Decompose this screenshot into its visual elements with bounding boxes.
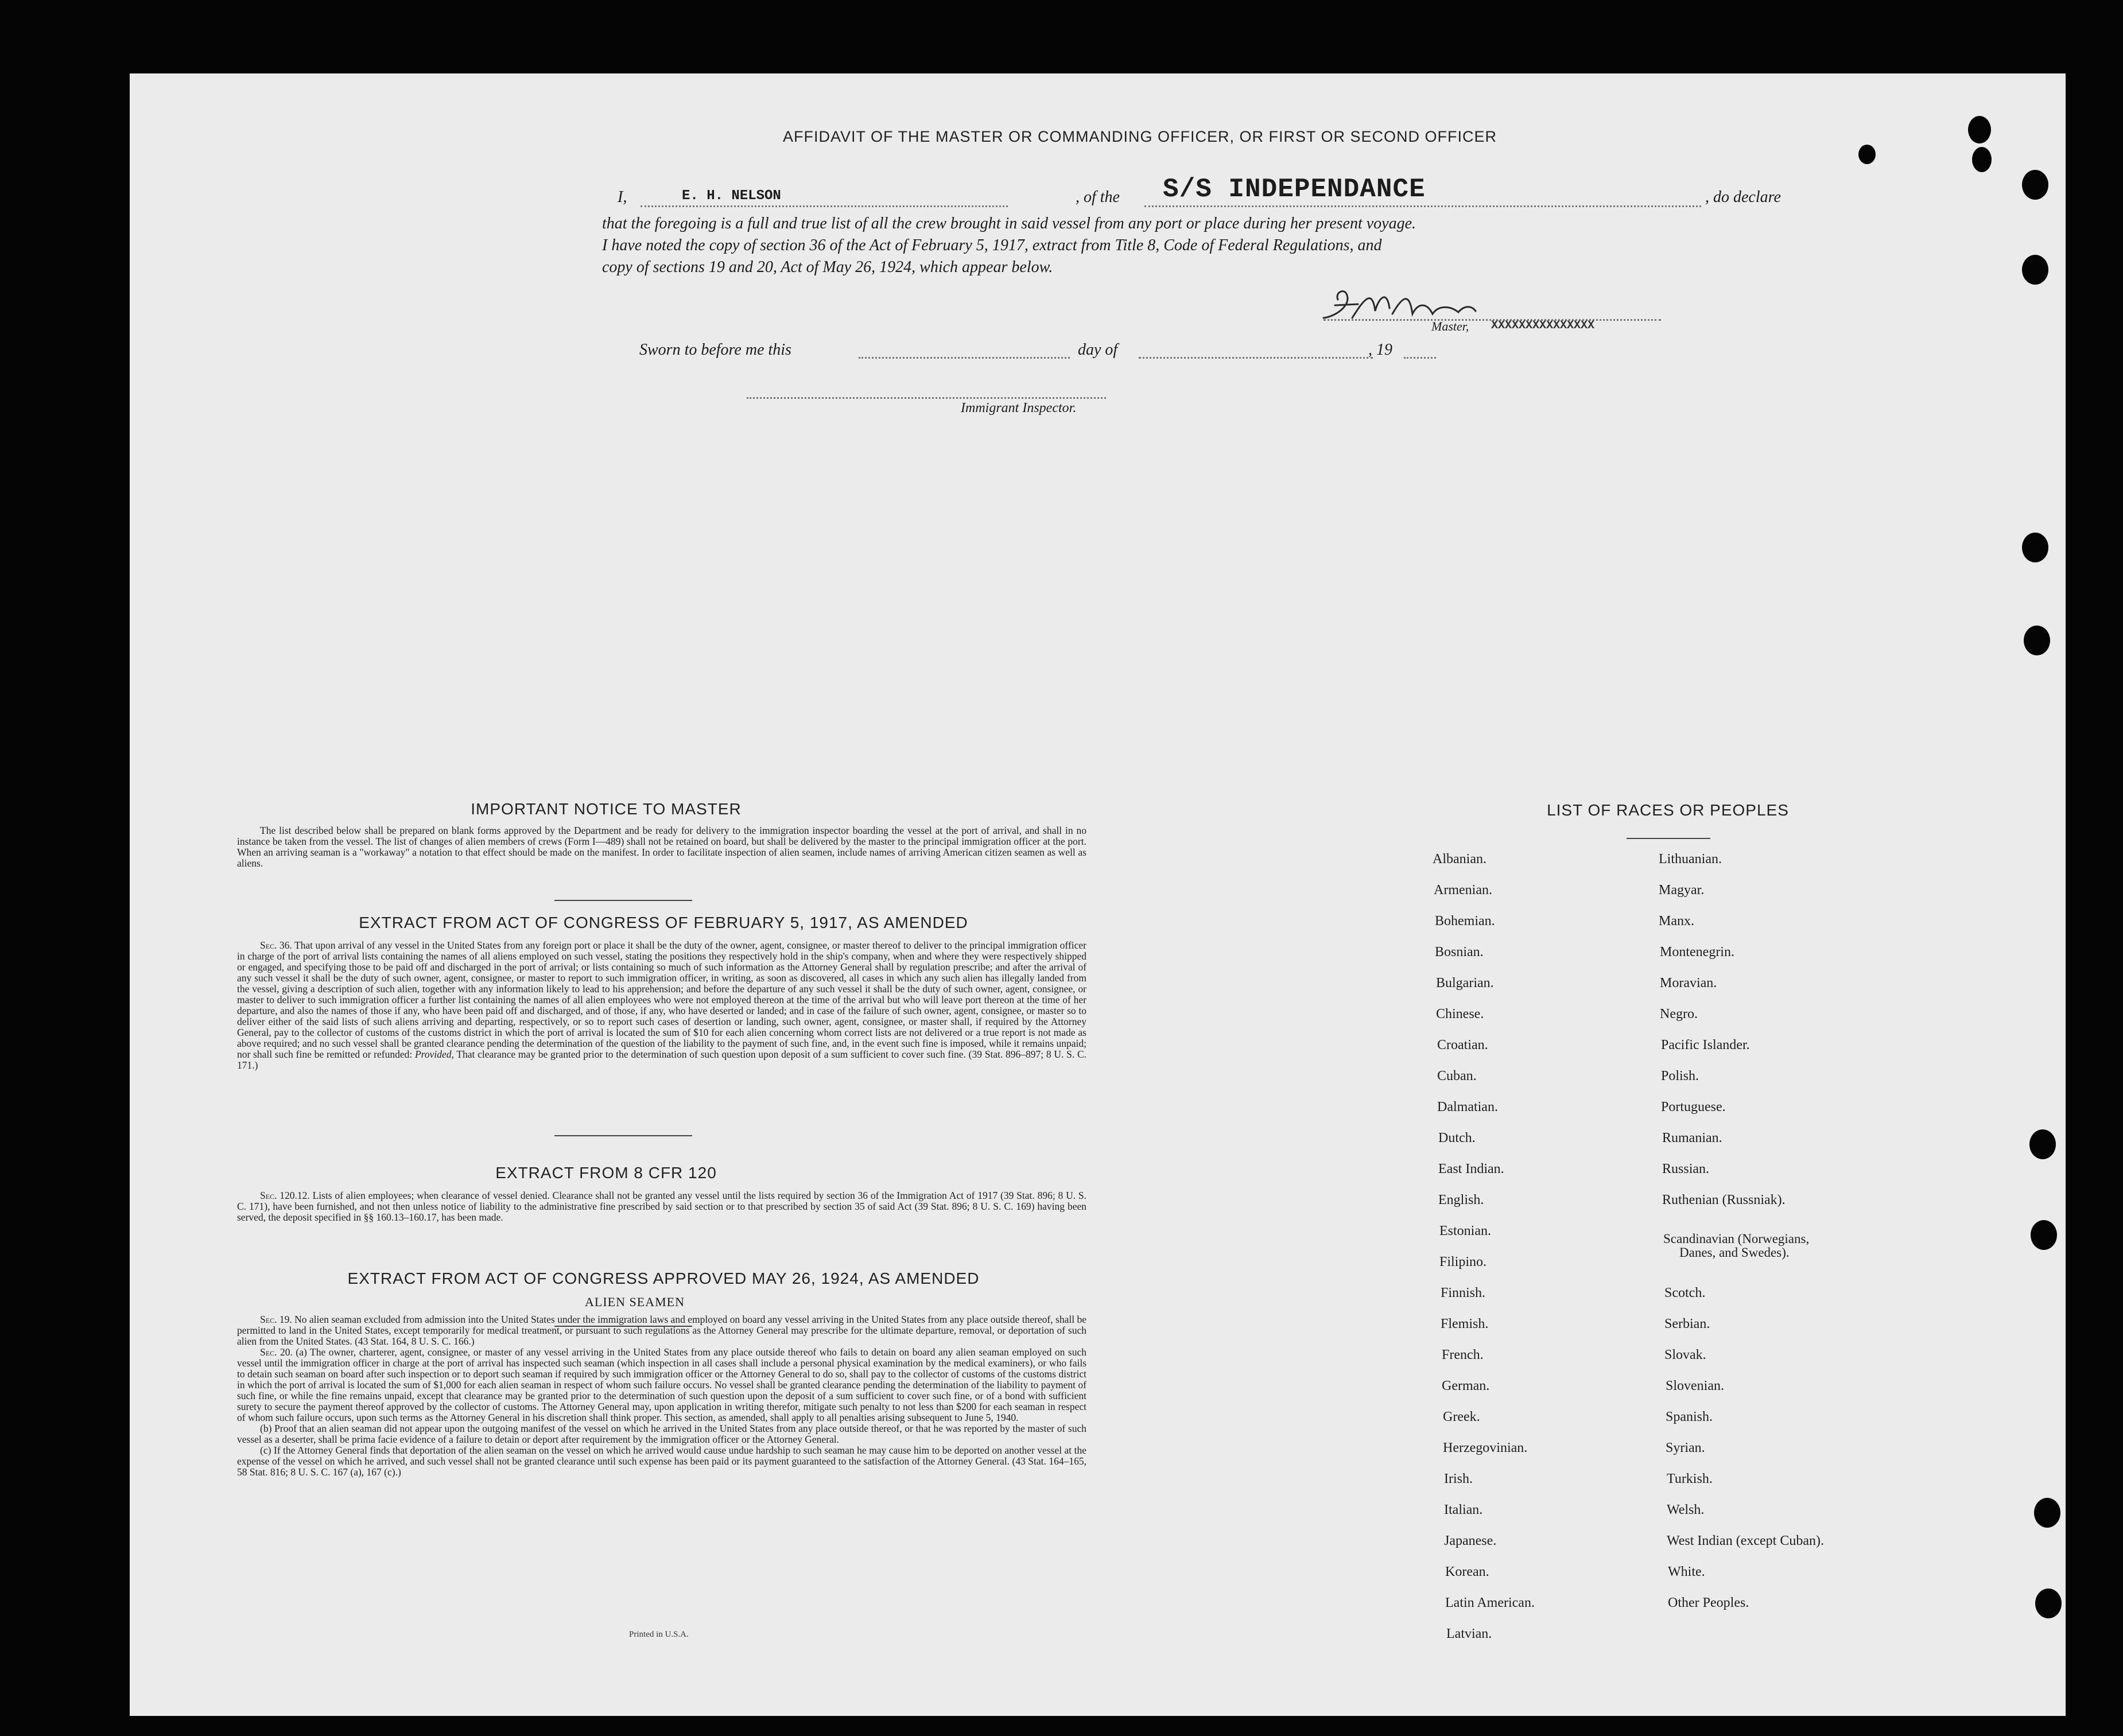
race-item: Russian. [1662,1162,1710,1176]
race-item: Albanian. [1433,852,1487,867]
race-item: Polish. [1661,1069,1699,1083]
inspector-label: Immigrant Inspector. [961,401,1077,415]
race-item: Turkish. [1667,1471,1713,1486]
race-item: Cuban. [1437,1069,1477,1083]
race-item: Danes, and Swedes). [1679,1245,1790,1260]
races-title-rule [1627,838,1710,839]
race-item: Japanese. [1444,1533,1497,1548]
punch-hole [1972,147,1992,172]
extract-cfr-text: Sec. 120.12. Lists of alien employees; when clearance of vessel denied. Clearance shall not be granted any vessel until the lists required by section 36 of the Immigration Act of 1917 (39 Stat. 896; 8 U. S. C. 171), have been furnished, and not then unless notice of liability to the administrative fine prescribed by said section or to that prescribed by section 35 of said Act (39 Stat. 896; 8 U. S. C. 169) having been served, the deposit specified in §§ 160.13–160.17, has been made. [237,1190,1086,1223]
of-the-label: , of the [1076,188,1120,206]
punch-hole [1968,116,1991,143]
sworn-day-dotted-line [859,357,1070,359]
punch-hole [2034,1498,2060,1528]
officer-name: E. H. NELSON [682,188,781,204]
printed-in-usa: Printed in U.S.A. [629,1630,689,1639]
race-item: Ruthenian (Russniak). [1662,1193,1786,1207]
race-item: Spanish. [1666,1409,1713,1424]
race-item: Manx. [1659,914,1694,929]
punch-hole [2024,626,2050,655]
race-item: Magyar. [1659,883,1705,898]
sworn-label: Sworn to before me this [639,341,791,359]
notice-title: IMPORTANT NOTICE TO MASTER [471,800,742,818]
section-divider [554,1135,692,1136]
inspector-dotted-line [747,397,1106,399]
race-item: Greek. [1443,1409,1480,1424]
race-item: Filipino. [1439,1255,1487,1269]
race-item: Portuguese. [1661,1100,1726,1114]
name-dotted-line [641,205,1008,207]
extract-1924-text: Sec. 19. No alien seaman excluded from admission into the United States under the immigration laws and employed on board any vessel arriving in the United States from any place outside thereof, shall be permitted to land in the United States, except temporarily for medical treatment, or pursuant to such regulations as the Attorney General may prescribe for the ultimate departure, removal, or deportation of such alien from the United States. (43 Stat. 164, 8 U. S. C. 166.) Sec. 20. (a) The owner, charterer, agent, consignee, or master of any vessel arriving in the United States from any place outside thereof who fails to detain on board any alien seaman employed on such vessel until the immigration officer in charge at the port of arrival has inspected such seaman (which inspection in all cases shall include a personal physical examination by the medical examiners), or who fails to detain such seaman on board after such inspection or to deport such seaman if required by such immigration officer or the Attorney General to do so, shall pay to the collector of customs of the customs district in which the port of arrival is located the sum of $1,000 for each alien seaman in respect of whom such failure occurs. No vessel shall be granted clearance pending the determination of the liability to payment of such fine, or while the fine remains unpaid, except that clearance may be granted prior to the determination of such question upon the deposit of a sum sufficient to cover such fine, or of a bond with sufficient surety to secure the payment thereof approved by the collector of customs. The Attorney General may, upon application in writing therefor, mitigate such penalty to not less than $200 for each seaman in respect of whom such failure occurs, upon such terms as the Attorney General in his discretion shall think proper. This section, as amended, shall apply to all penalties arising subsequent to June 5, 1940. (b) Proof that an alien seaman did not appear upon the outgoing manifest of the vessel on which he arrived in the United States from any place outside thereof, or that he was reported by the master of such vessel as a deserter, shall be prima facie evidence of a failure to detain or deport after requirement by the immigration officer or the Attorney General. (c) If the Attorney General finds that deportation of the alien seaman on the vessel on which he arrived would cause undue hardship to such seaman he may cause him to be deported on another vessel at the expense of the vessel on which he arrived, and such vessel shall not be granted clearance until such expense has been paid or its payment guaranteed to the satisfaction of the Attorney General. (43 Stat. 164–165, 58 Stat. 816; 8 U. S. C. 167 (a), 167 (c).) [237,1314,1086,1478]
race-item: Rumanian. [1662,1131,1722,1145]
document-page [130,73,2066,1716]
races-title: LIST OF RACES OR PEOPLES [1547,801,1789,819]
race-item: Syrian. [1666,1440,1705,1455]
month-dotted-line [1139,357,1373,359]
notice-text: The list described below shall be prepared on blank forms approved by the Department and be ready for delivery to the immigration inspector boarding the vessel at the port of arrival, and shall in no instance be taken from the vessel. The list of changes of alien members of crews (Form I—489) shall not be retained on board, but shall be delivered by the master to the principal immigration officer at the port. When an arriving seaman is a "workaway" a notation to that effect should be made on the manifest. In order to facilitate inspection of alien seamen, include names of arriving American citizen seamen as well as aliens. [237,825,1086,869]
affidavit-line-1: that the foregoing is a full and true list of all the crew brought in said vessel from any port or place during her present voyage. [602,215,1416,232]
race-item: Slovenian. [1666,1378,1724,1393]
race-item: Bohemian. [1435,914,1495,929]
race-item: Croatian. [1437,1038,1488,1053]
race-item: Pacific Islander. [1661,1038,1750,1053]
race-item: Latvian. [1446,1626,1492,1641]
race-item: Other Peoples. [1668,1595,1749,1610]
race-item: Dutch. [1438,1131,1476,1145]
race-item: Montenegrin. [1660,945,1734,960]
race-item: Latin American. [1445,1595,1535,1610]
vessel-dotted-line [1144,205,1701,207]
vessel-name: S/S INDEPENDANCE [1163,174,1426,204]
race-item: Estonian. [1439,1224,1491,1238]
punch-hole [2022,170,2048,200]
race-item: German. [1442,1378,1490,1393]
extract-1924-title: EXTRACT FROM ACT OF CONGRESS APPROVED MAY 26, 1924, AS AMENDED [347,1269,980,1287]
year-label: , 19 [1368,341,1392,359]
race-item: Scotch. [1664,1286,1706,1300]
race-item: Scandinavian (Norwegians, [1663,1232,1810,1246]
extract-1917-title: EXTRACT FROM ACT OF CONGRESS OF FEBRUARY 5, 1917, AS AMENDED [359,914,968,931]
race-item: Lithuanian. [1659,852,1722,867]
declare-label: , do declare [1705,188,1781,206]
race-item: Irish. [1444,1471,1473,1486]
race-item: East Indian. [1438,1162,1504,1176]
race-item: French. [1442,1347,1484,1362]
punch-hole [2022,255,2048,285]
punch-hole [2022,533,2048,562]
punch-hole [2035,1589,2062,1618]
race-item: Herzegovinian. [1443,1440,1528,1455]
affidavit-line-2: I have noted the copy of section 36 of the Act of February 5, 1917, extract from Title 8, Code of Federal Regulations, and [602,236,1382,254]
race-item: West Indian (except Cuban). [1667,1533,1824,1548]
affidavit-line-3: copy of sections 19 and 20, Act of May 26, 1924, which appear below. [602,258,1053,276]
race-item: Negro. [1660,1007,1698,1022]
year-dotted-line [1404,357,1436,359]
race-item: Welsh. [1667,1502,1705,1517]
punch-hole [2029,1129,2056,1159]
race-item: Bulgarian. [1436,976,1494,991]
punch-hole [1858,145,1876,164]
race-item: Armenian. [1434,883,1492,898]
master-label: Master, [1431,319,1469,333]
race-item: Slovak. [1664,1347,1706,1362]
race-item: English. [1438,1193,1484,1207]
race-item: Serbian. [1664,1316,1710,1331]
race-item: Dalmatian. [1437,1100,1498,1114]
race-item: Finnish. [1441,1286,1486,1300]
extract-cfr-title: EXTRACT FROM 8 CFR 120 [495,1164,717,1182]
race-item: Korean. [1445,1564,1489,1579]
section-divider [554,900,692,901]
race-item: Bosnian. [1435,945,1484,960]
race-item: Flemish. [1441,1316,1489,1331]
race-item: Moravian. [1660,976,1717,991]
alien-seamen-subtitle: ALIEN SEAMEN [585,1295,685,1309]
day-of-label: day of [1078,341,1118,359]
struck-through-title: XXXXXXXXXXXXXXX [1491,319,1595,332]
punch-hole [2031,1220,2057,1250]
race-item: Chinese. [1436,1007,1484,1022]
race-item: White. [1668,1564,1705,1579]
affidavit-title: AFFIDAVIT OF THE MASTER OR COMMANDING OFFICER, OR FIRST OR SECOND OFFICER [782,128,1497,145]
race-item: Italian. [1444,1502,1483,1517]
i-label: I, [618,188,627,206]
extract-1917-text: Sec. 36. That upon arrival of any vessel in the United States from any foreign port or place it shall be the duty of the owner, agent, consignee, or master thereof to deliver to the principal immigration officer in charge of the port of arrival lists containing the names of all aliens employed on such vessel, stating the positions they respectively hold in the ship's company, when and where they were respectively shipped or engaged, and specifying those to be paid off and discharged in the port of arrival; or lists containing so much of such information as the Attorney General shall by regulation prescribe; and after the arrival of any such vessel it shall be the duty of such owner, agent, consignee, or master to report to such immigration officer, in writing, as soon as discovered, all cases in which any such alien has illegally landed from the vessel, giving a description of such alien, together with any information likely to lead to his apprehension; and before the departure of any such vessel it shall be the duty of such owner, agent, consignee, or master to deliver to such immigration officer a further list containing the names of all alien employees who were not employed thereon at the time of the arrival but who will leave port thereon at the time of her departure, and also the names of those if any, who have been paid off and discharged, and of those, if any, who have deserted or landed; and in case of the failure of such owner, agent, consignee, or master so to deliver either of the said lists of such aliens arriving and departing, respectively, or so to report such cases of desertion or landing, such owner, agent, consignee, or master shall, if required by the Attorney General, pay to the collector of customs of the customs district in which the port of arrival is located the sum of $10 for each alien concerning whom correct lists are not delivered or a true report is not made as above required; and no such vessel shall be granted clearance pending the determination of the question of the liability to the payment of such fine, and, in the event such fine is imposed, while it remains unpaid; nor shall such fine be remitted or refunded: Provided, That clearance may be granted prior to the determination of such question upon deposit of a sum sufficient to cover such fine. (39 Stat. 896–897; 8 U. S. C. 171.) [237,939,1087,1071]
